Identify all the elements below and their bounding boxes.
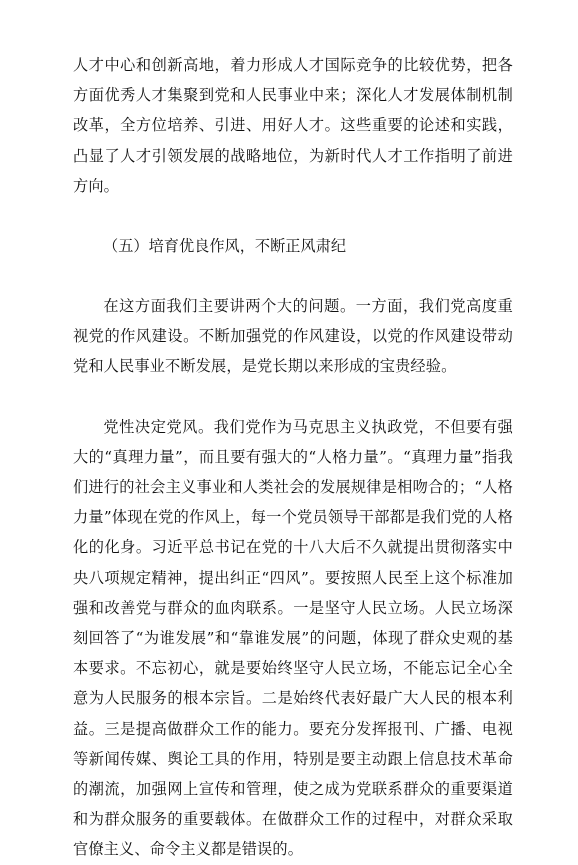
- section-heading: （五）培育优良作风，不断正风肃纪: [103, 237, 346, 256]
- body-paragraph-2: 党性决定党风。我们党作为马克思主义执政党，不但要有强大的“真理力量”，而且要有强大的“人格力量”。“真理力量”指我们进行的社会主义事业和人类社会的发展规律是相吻合的；“人格力量”体现在党的作风上，每一个党员领导干部都是我们党的人格化的化身。习近平总书记在党的十八大后不久就提出贯彻落实中央八项规定精神，提出纠正“四风”。要按照人民至上这个标准加强和改善党与群众的血肉联系。一是坚守人民立场。人民立场深刻回答了“为谁发展”和“靠谁发展”的问题，体现了群众史观的基本要求。不忘初心，就是要始终坚守人民立场，不能忘记全心全意为人民服务的根本宗旨。二是始终代表好最广大人民的根本利益。三是提高做群众工作的能力。要充分发挥报刊、广播、电视等新闻传媒、舆论工具的作用，特别是要主动跟上信息技术革命的潮流，加强网上宣传和管理，使之成为党联系群众的重要渠道和为群众服务的重要载体。在做群众工作的过程中，对群众采取官僚主义、命令主义都是错误的。: [73, 417, 513, 859]
- document-page: [73, 50, 513, 865]
- body-paragraph-1: 在这方面我们主要讲两个大的问题。一方面，我们党高度重视党的作风建设。不断加强党的作风建设，以党的作风建设带动党和人民事业不断发展，是党长期以来形成的宝贵经验。: [73, 297, 513, 376]
- intro-paragraph: 人才中心和创新高地，着力形成人才国际竞争的比较优势，把各方面优秀人才集聚到党和人民事业中来；深化人才发展体制机制改革，全方位培养、引进、用好人才。这些重要的论述和实践，凸显了人才引领发展的战略地位，为新时代人才工作指明了前进方向。: [73, 56, 513, 195]
